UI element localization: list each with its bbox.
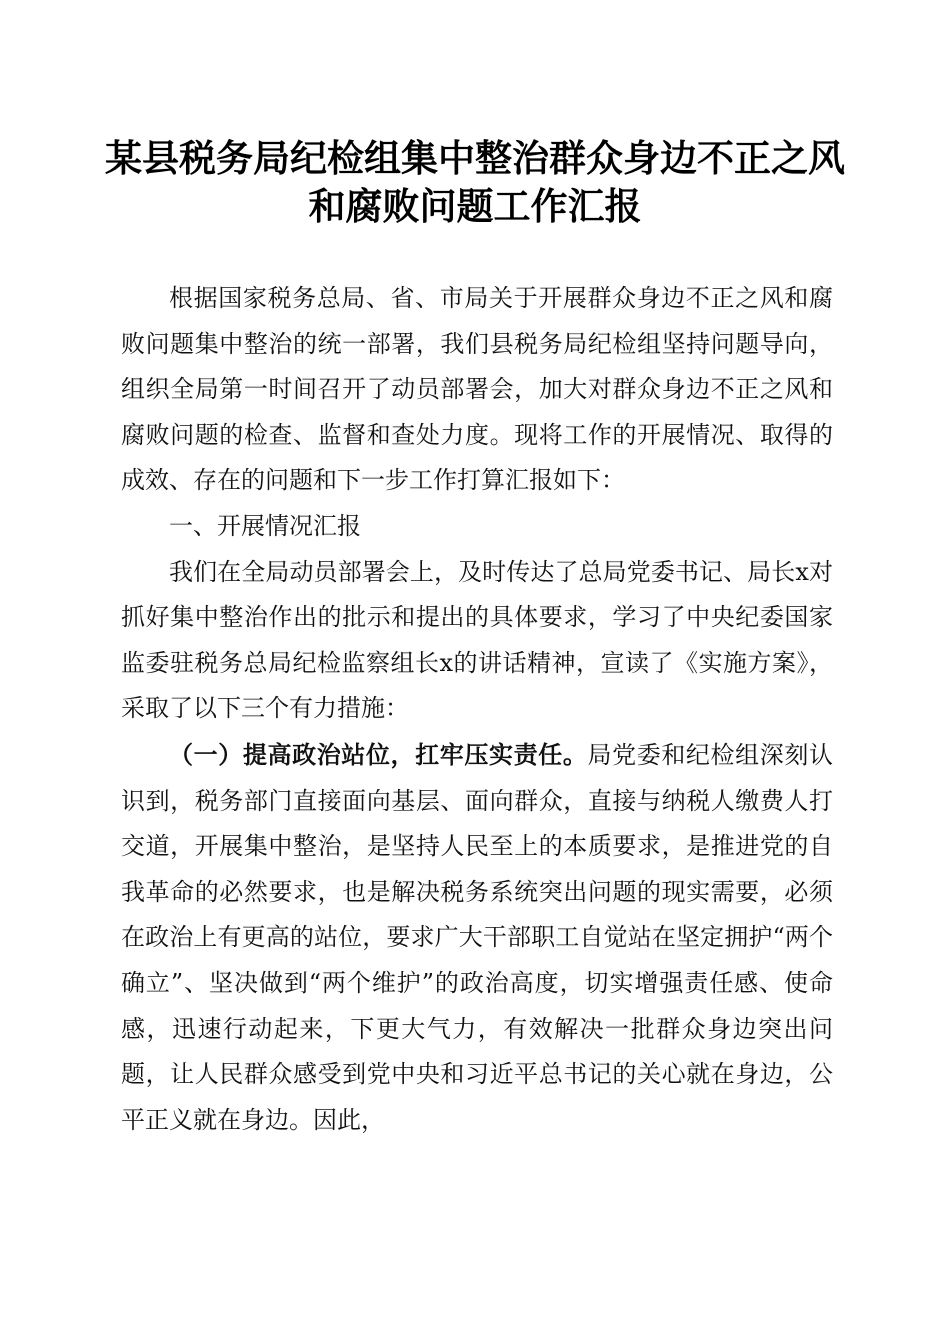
document-body <box>121 276 833 1143</box>
intro-paragraph: 根据国家税务总局、省、市局关于开展群众身边不正之风和腐败问题集中整治的统一部署，我们县税务局纪检组坚持问题导向，组织全局第一时间召开了动员部署会，加大对群众身边不正之风和腐败问题的检查、监督和查处力度。现将工作的开展情况、取得的成效、存在的问题和下一步工作打算汇报如下： <box>121 284 833 495</box>
point-paragraph <box>121 732 833 1143</box>
document-title-line-2: 和腐败问题工作汇报 <box>308 184 642 228</box>
point-lead: （一）提高政治站位，扛牢压实责任。 <box>169 739 588 769</box>
section-paragraph: 我们在全局动员部署会上，及时传达了总局党委书记、局长x对抓好集中整治作出的批示和提出的具体要求，学习了中央纪委国家监委驻税务总局纪检监察组长x的讲话精神，宣读了《实施方案》，采取了以下三个有力措施： <box>121 557 833 723</box>
document-title-line-1: 某县税务局纪检组集中整治群众身边不正之风 <box>105 136 845 180</box>
section-heading: 一、开展情况汇报 <box>169 511 361 540</box>
point-body: 局党委和纪检组深刻认识到，税务部门直接面向基层、面向群众，直接与纳税人缴费人打交道，开展集中整治，是坚持人民至上的本质要求，是推进党的自我革命的必然要求，也是解决税务系统突出问题的现实需要，必须在政治上有更高的站位，要求广大干部职工自觉站在坚定拥护“两个确立”、坚决做到“两个维护”的政治高度，切实增强责任感、使命感，迅速行动起来，下更大气力，有效解决一批群众身边突出问题，让人民群众感受到党中央和习近平总书记的关心就在身边，公平正义就在身边。因此， <box>121 740 834 1134</box>
